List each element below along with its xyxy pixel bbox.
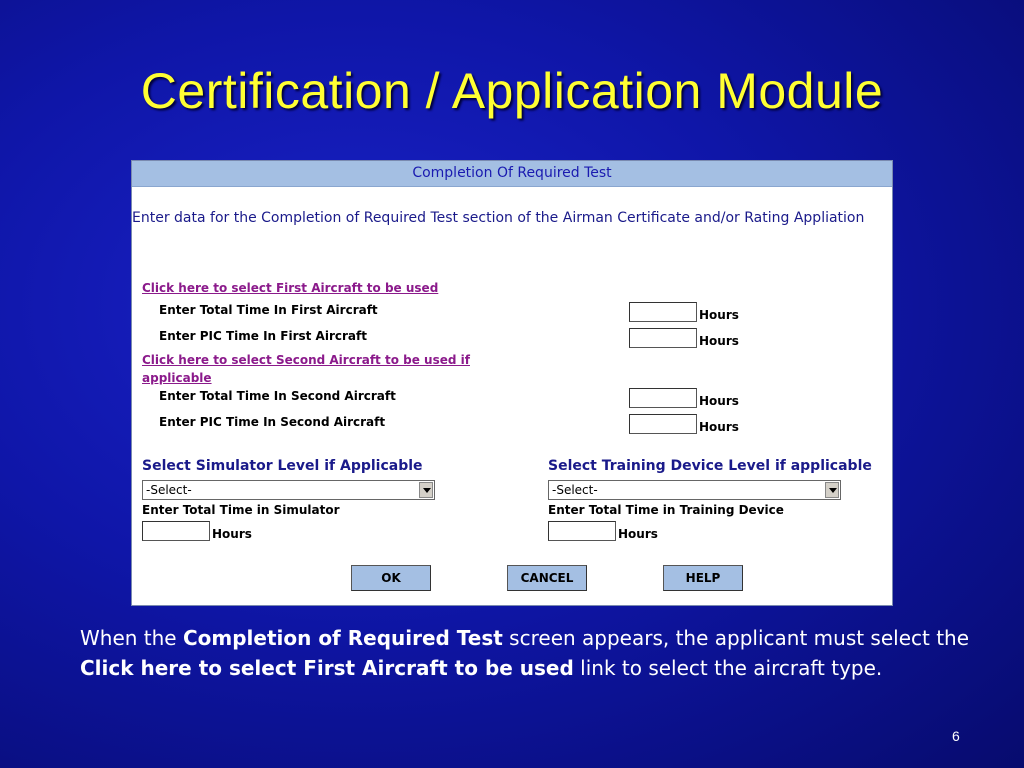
simulator-level-select[interactable] <box>142 480 435 500</box>
caption-bold-1: Completion of Required Test <box>182 626 503 650</box>
form-header: Completion Of Required Test <box>132 161 892 187</box>
total-time-second-aircraft-label: Enter Total Time In Second Aircraft <box>159 389 396 403</box>
hours-label: Hours <box>699 334 739 348</box>
caption-bold-2: Click here to select First Aircraft to be used <box>80 656 574 680</box>
pic-time-first-aircraft-label: Enter PIC Time In First Aircraft <box>159 329 367 343</box>
cancel-button[interactable]: CANCEL <box>507 565 587 591</box>
total-time-first-aircraft-input[interactable] <box>629 302 697 322</box>
training-device-level-select[interactable] <box>548 480 841 500</box>
training-device-level-label: Select Training Device Level if applicable <box>548 458 872 474</box>
simulator-level-label: Select Simulator Level if Applicable <box>142 458 423 474</box>
first-aircraft-link[interactable]: Click here to select First Aircraft to be used <box>142 281 439 295</box>
ok-button[interactable]: OK <box>351 565 431 591</box>
hours-label: Hours <box>699 394 739 408</box>
hours-label: Hours <box>212 527 252 541</box>
completion-of-required-test-form <box>131 160 893 606</box>
simulator-level-selected-value: -Select- <box>146 483 192 497</box>
training-device-selected-value: -Select- <box>552 483 598 497</box>
slide-caption <box>80 623 980 683</box>
hours-label: Hours <box>618 527 658 541</box>
hours-label: Hours <box>699 420 739 434</box>
caption-text-1: When the <box>80 626 183 650</box>
simulator-time-input[interactable] <box>142 521 210 541</box>
hours-label: Hours <box>699 308 739 322</box>
total-time-first-aircraft-label: Enter Total Time In First Aircraft <box>159 303 378 317</box>
help-button[interactable]: HELP <box>663 565 743 591</box>
second-aircraft-link[interactable] <box>142 351 470 387</box>
pic-time-second-aircraft-label: Enter PIC Time In Second Aircraft <box>159 415 386 429</box>
dropdown-arrow-icon[interactable] <box>825 482 839 498</box>
second-aircraft-link-line1[interactable]: Click here to select Second Aircraft to be used if <box>142 353 470 367</box>
caption-text-3: link to select the aircraft type. <box>573 656 883 680</box>
training-device-time-label: Enter Total Time in Training Device <box>548 503 784 517</box>
simulator-time-label: Enter Total Time in Simulator <box>142 503 340 517</box>
pic-time-first-aircraft-input[interactable] <box>629 328 697 348</box>
caption-text-2: screen appears, the applicant must select the <box>502 626 970 650</box>
training-device-time-input[interactable] <box>548 521 616 541</box>
second-aircraft-link-line2[interactable]: applicable <box>142 371 212 385</box>
slide-title: Certification / Application Module <box>140 63 884 119</box>
total-time-second-aircraft-input[interactable] <box>629 388 697 408</box>
dropdown-arrow-icon[interactable] <box>419 482 433 498</box>
form-intro-text: Enter data for the Completion of Required Test section of the Airman Certificate and/or Rating Appliation <box>132 210 865 226</box>
pic-time-second-aircraft-input[interactable] <box>629 414 697 434</box>
page-number: 6 <box>952 728 960 744</box>
